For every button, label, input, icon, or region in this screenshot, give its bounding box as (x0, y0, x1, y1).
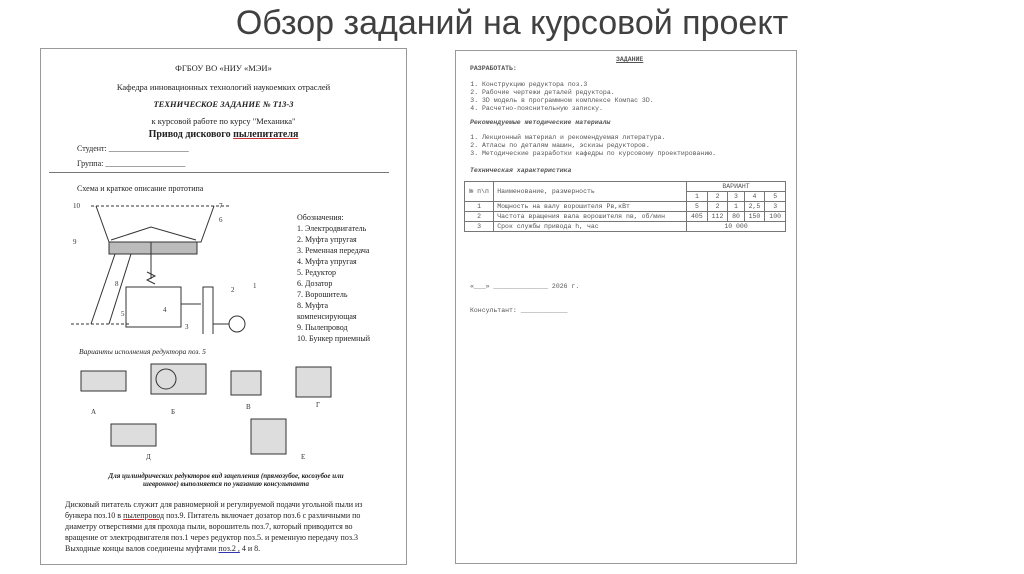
para-text: Дисковый питатель служит для равномерной и регулируемой подачи угольной пыли из бункера поз.10 в (65, 500, 363, 520)
scheme-number: 5 (121, 310, 125, 318)
cell: 3 (765, 202, 786, 212)
variant-label: Е (301, 453, 306, 461)
materials-label: Рекомендуемые методические материалы (470, 119, 611, 126)
legend-item: 5. Редуктор (297, 268, 337, 277)
header-name: Наименование, размерность (494, 182, 687, 202)
cell: 5 (687, 202, 708, 212)
cell: Частота вращения вала ворошителя nв, об/мин (494, 212, 687, 222)
assignment-page (455, 50, 797, 564)
description-paragraph (65, 499, 385, 554)
scheme-caption: Схема и краткое описание прототипа (77, 184, 204, 193)
prototype-scheme (51, 194, 291, 334)
scheme-number: 4 (163, 306, 167, 314)
variant-label: Д (146, 453, 151, 461)
technical-assignment-page (40, 48, 407, 565)
variants-caption: Варианты исполнения редуктора поз. 5 (79, 347, 206, 356)
cell: 2 (465, 212, 494, 222)
date-line: «___» ______________ 2026 г. (470, 283, 580, 290)
spec-title: ТЕХНИЧЕСКОЕ ЗАДАНИЕ № Т13-3 (153, 99, 294, 109)
scheme-number: 10 (73, 202, 80, 210)
cell: Мощность на валу ворошителя Pв,кВт (494, 202, 687, 212)
cell: 3 (465, 222, 494, 232)
slide-title: Обзор заданий на курсовой проект (235, 4, 789, 42)
cell: 150 (744, 212, 765, 222)
cell: Срок службы привода h, час (494, 222, 687, 232)
course-line: к курсовой работе по курсу "Механика" (151, 116, 296, 126)
legend-item: 7. Ворошитель (297, 290, 348, 299)
scheme-number: 2 (231, 286, 235, 294)
table-row (465, 222, 786, 232)
cell: 112 (707, 212, 728, 222)
variant-col: 1 (687, 192, 708, 202)
develop-list (456, 81, 654, 113)
list-item: 3. Методические разработки кафедры по курсовому проектированию. (482, 150, 716, 158)
list-item: 3. 3D модель в программном комплексе Компас 3D. (482, 97, 654, 105)
cell: 2 (707, 202, 728, 212)
legend-item: 9. Пылепровод (297, 323, 348, 332)
para-text: 4 и 8. (239, 544, 261, 553)
divider (49, 172, 389, 173)
legend-title: Обозначения: (297, 213, 344, 222)
variant-col: 4 (744, 192, 765, 202)
scheme-number: 8 (115, 280, 119, 288)
table-row (465, 212, 786, 222)
scheme-number: 3 (185, 323, 189, 331)
department: Кафедра инновационных технологий наукоемких отраслей (116, 82, 331, 92)
legend-item: 6. Дозатор (297, 279, 333, 288)
topic (41, 129, 406, 140)
reducer-variants (61, 359, 371, 469)
tech-label: Техническая характеристика (470, 167, 572, 174)
scheme-number: 7 (219, 202, 223, 210)
scheme-number: 1 (253, 282, 257, 290)
list-item: 1. Конструкцию редуктора поз.3 (482, 81, 654, 89)
header-variant: ВАРИАНТ (687, 182, 786, 192)
legend-item: 10. Бункер приемный (297, 334, 371, 343)
materials-list (456, 134, 716, 158)
scheme-number: 6 (219, 216, 223, 224)
cell: 10 000 (687, 222, 786, 232)
legend-item: 4. Муфта упругая (297, 257, 357, 266)
variant-col: 2 (707, 192, 728, 202)
legend (297, 212, 377, 344)
legend-item: 8. Муфта компенсирующая (297, 301, 357, 321)
org-name: ФГБОУ ВО «НИУ «МЭИ» (175, 63, 272, 73)
table-row (465, 202, 786, 212)
consultant-line: Консультант: ____________ (470, 307, 568, 314)
gearing-note: Для цилиндрических редукторов вид зацепления (прямозубое, косозубое или шевронное) выполняется по указанию консультанта (108, 472, 344, 488)
cell: 405 (687, 212, 708, 222)
list-item: 2. Атласы по деталям машин, эскизы редукторов. (482, 142, 716, 150)
header-num: № п\п (465, 182, 494, 202)
topic-prefix: Привод дискового (148, 129, 234, 140)
variant-label: А (91, 408, 97, 416)
para-term: пылепровод (123, 511, 165, 520)
cell: 80 (728, 212, 744, 222)
scheme-number: 9 (73, 238, 77, 246)
list-item: 1. Лекционный материал и рекомендуемая литература. (482, 134, 716, 142)
para-term: поз.2 , (218, 544, 240, 553)
variant-label: Б (171, 408, 176, 416)
student-field: Студент: ____________________ (77, 144, 189, 153)
variant-label: В (246, 403, 251, 411)
legend-item: 3. Ременная передача (297, 246, 370, 255)
variant-col: 5 (765, 192, 786, 202)
legend-item: 2. Муфта упругая (297, 235, 357, 244)
variant-label: Г (316, 401, 321, 409)
list-item: 2. Рабочие чертежи деталей редуктора. (482, 89, 654, 97)
topic-word: пылепитателя (233, 129, 299, 140)
assignment-heading: ЗАДАНИЕ (616, 56, 644, 63)
cell: 2,5 (744, 202, 765, 212)
legend-item: 1. Электродвигатель (297, 224, 367, 233)
cell: 100 (765, 212, 786, 222)
list-item: 4. Расчетно-пояснительную записку. (482, 105, 654, 113)
group-field: Группа: ____________________ (77, 159, 186, 168)
cell: 1 (465, 202, 494, 212)
para-text: поз.9. Питатель включает дозатор поз.6 с различными по диаметру отверстиями для прохода пыли, ворошитель поз.7, который приводится во вращение от электродвигателя поз.1 через редуктор поз.5. и ременную передачу поз.3 Выходные концы валов соединены муфтами (65, 511, 361, 553)
tech-table (464, 181, 786, 232)
variant-col: 3 (728, 192, 744, 202)
cell: 1 (728, 202, 744, 212)
develop-label: РАЗРАБОТАТЬ: (470, 65, 517, 72)
